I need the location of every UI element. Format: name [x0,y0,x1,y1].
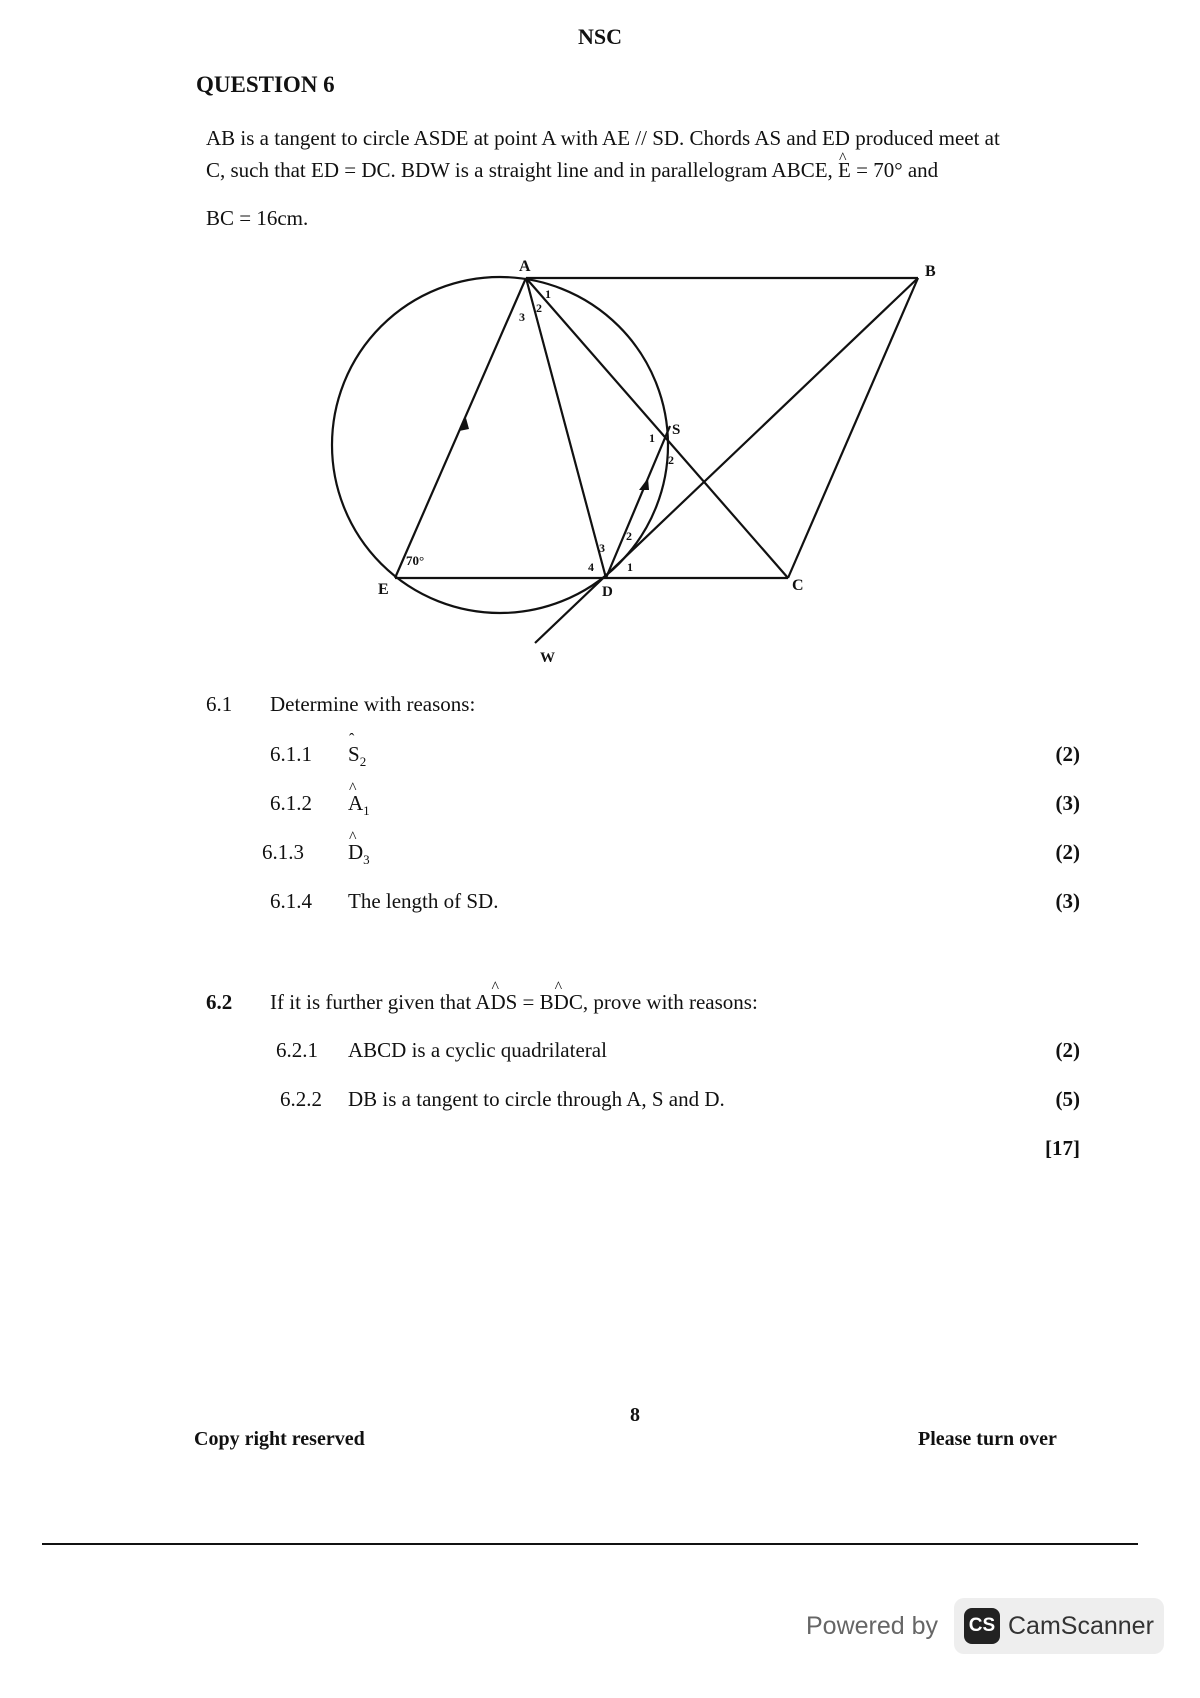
intro-line-2-end: = 70° and [850,158,939,182]
label-w: W [540,650,555,666]
page-divider [42,1543,1138,1545]
angle-label-s1: 1 [649,431,655,445]
angle-s-sub: 2 [359,754,367,770]
camscanner-badge [954,1598,1164,1654]
q614-text: The length of SD. [348,889,499,913]
q612-text [348,791,370,819]
q612-number: 6.1.2 [270,791,312,815]
circle-asde [332,277,668,613]
line-sd [606,426,670,578]
footer-copyright: Copy right reserved [194,1428,365,1450]
line-bc [788,278,918,578]
q621-text: ABCD is a cyclic quadrilateral [348,1038,607,1062]
powered-by-text: Powered by [806,1612,939,1640]
q622-marks: (5) [1055,1087,1080,1111]
intro-line-3: BC = 16cm. [206,206,309,230]
q62-text-pre: If it is further given that A [270,990,491,1014]
question-title: QUESTION 6 [196,72,335,97]
label-s: S [672,422,681,438]
q611-number: 6.1.1 [270,742,312,766]
angle-bdc: ^ D [554,990,569,1015]
angle-label-d4: 4 [588,560,594,574]
camscanner-icon: CS [964,1608,1000,1644]
intro-line-1: AB is a tangent to circle ASDE at point A with AE // SD. Chords AS and ED produced meet at [206,126,1000,150]
q61-text: Determine with reasons: [270,692,476,716]
angle-label-a1: 1 [545,287,551,301]
label-e: E [378,581,389,598]
angle-s: ˆ S [348,742,360,767]
q61-number: 6.1 [206,692,233,716]
line-ae [395,278,526,578]
angle-d-sub: 3 [363,852,370,868]
q622-text: DB is a tangent to circle through A, S and D. [348,1087,725,1111]
angle-label-a3: 3 [519,310,525,324]
angle-e: ^ E [838,154,851,186]
q611-text [348,742,366,770]
angle-ads: ^ D [490,990,505,1015]
angle-d: ^ D [348,840,363,865]
q62-number: 6.2 [206,990,233,1014]
page-number: 8 [630,1404,640,1426]
intro-line-2 [206,154,1106,186]
angle-a-sub: 1 [363,803,370,819]
q612-marks: (3) [1055,791,1080,815]
q611-marks: (2) [1055,742,1080,766]
q613-text [348,840,370,868]
label-b: B [925,263,936,280]
q614-number: 6.1.4 [270,889,312,913]
q62-text [270,990,758,1015]
label-a: A [519,258,531,275]
q622-number: 6.2.2 [280,1087,322,1111]
parallel-arrow-sd [639,478,649,490]
intro-line-2-text: C, such that ED = DC. BDW is a straight line and in parallelogram ABCE, [206,158,839,182]
q62-text-mid: S = B [505,990,554,1014]
angle-label-s2: 2 [668,453,674,467]
question-total: [17] [1045,1136,1080,1160]
q613-marks: (2) [1055,840,1080,864]
angle-label-d2: 2 [626,529,632,543]
footer-turn-over: Please turn over [918,1428,1057,1450]
label-d: D [602,584,613,600]
label-c: C [792,577,804,594]
angle-label-70: 70° [406,553,425,568]
page-header: NSC [577,24,622,49]
angle-label-d1: 1 [627,560,633,574]
geometry-diagram [320,250,940,670]
q621-number: 6.2.1 [276,1038,318,1062]
line-bdw [535,278,918,643]
angle-a: ^ A [348,791,363,816]
q614-marks: (3) [1055,889,1080,913]
q621-marks: (2) [1055,1038,1080,1062]
question-intro [206,122,1106,234]
angle-label-d3: 3 [599,541,605,555]
q613-number: 6.1.3 [262,840,304,864]
angle-label-a2: 2 [536,301,542,315]
q62-text-post: C, prove with reasons: [568,990,758,1014]
camscanner-name: CamScanner [1008,1611,1154,1640]
